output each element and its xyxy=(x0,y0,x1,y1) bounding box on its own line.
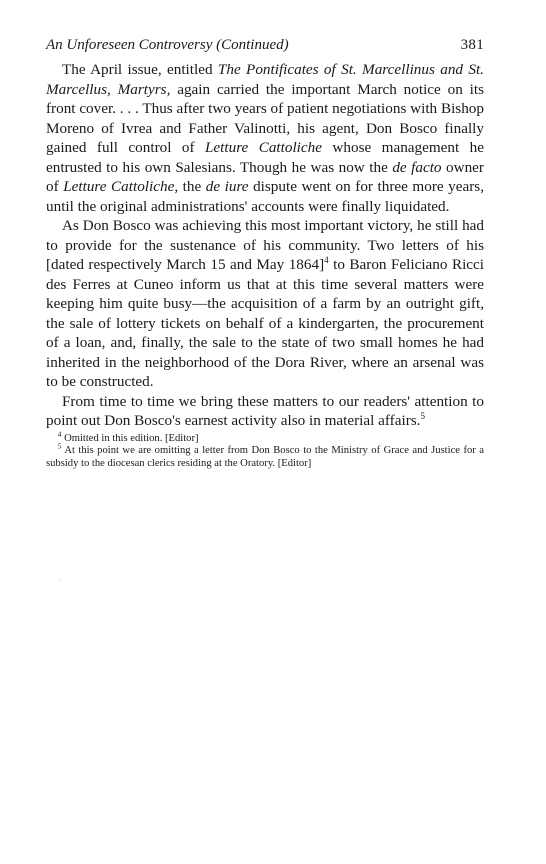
text-run: As Don Bosco was achieving this most important victory, he still had to provide for the sustenance of his community. Two letters of his [dated respectively March 15 and May 1864] xyxy=(46,217,484,273)
italic-text: de facto xyxy=(392,158,442,176)
footnote-marker: 5 xyxy=(57,441,62,451)
paragraph-2 xyxy=(46,216,484,392)
text-run: whose management he entrusted to his own Salesians. Though he was now the xyxy=(46,139,485,176)
text-run: to Baron Feliciano Ricci des Ferres at Cuneo inform us that at this time several matters were keeping him quite busy—the acquisition of a farm by an outright gift, the sale of lottery tickets on behalf of a kindergarten, the procurement of a loan, and, finally, the sale to the state of two small homes he had inherited in the neighborhood of the Dora River, where an arsenal was to be constructed. xyxy=(46,256,484,390)
footnote-reference: 5 xyxy=(420,410,425,421)
running-title: An Unforeseen Controversy (Continued) xyxy=(46,37,289,53)
paragraph-1 xyxy=(46,60,484,216)
paper-speck xyxy=(59,580,60,581)
book-page xyxy=(46,36,484,470)
footnote-reference: 4 xyxy=(324,254,329,265)
italic-text: The Pontificates of St. Marcellinus and St. Marcellus, Martyrs, xyxy=(46,61,484,98)
footnotes xyxy=(46,428,484,471)
footnote-text: At this point we are omitting a letter from Don Bosco to the Ministry of Grace and Justice for a subsidy to the diocesan clerics residing at the Oratory. [Editor] xyxy=(46,445,484,469)
footnote-4 xyxy=(46,428,484,446)
footnote-text: Omitted in this edition. [Editor] xyxy=(64,432,199,444)
italic-text: de iure xyxy=(205,178,249,195)
footnote-5 xyxy=(46,441,484,470)
text-run: owner of xyxy=(46,158,484,195)
italic-text: Letture Cattoliche, xyxy=(63,178,179,195)
footnote-marker: 4 xyxy=(57,428,62,438)
text-run: the xyxy=(178,178,206,195)
paragraph-3 xyxy=(46,392,484,431)
text-run: From time to time we bring these matters to our readers' attention to point out Don Bosco's earnest activity also in material affairs. xyxy=(46,392,484,429)
text-run: dispute went on for three more years, until the original administrations' accounts were finally liquidated. xyxy=(46,178,484,215)
text-run: The April issue, entitled xyxy=(61,61,218,78)
italic-text: Letture Cattoliche xyxy=(204,139,322,156)
page-number: 381 xyxy=(460,37,484,53)
running-head xyxy=(46,36,484,58)
text-run: again carried the important March notice on its front cover. . . . Thus after two years of patient negotiations with Bishop Moreno of Ivrea and Father Valinotti, his agent, Don Bosco finally gained full control of xyxy=(46,80,484,156)
body-text xyxy=(46,60,484,431)
